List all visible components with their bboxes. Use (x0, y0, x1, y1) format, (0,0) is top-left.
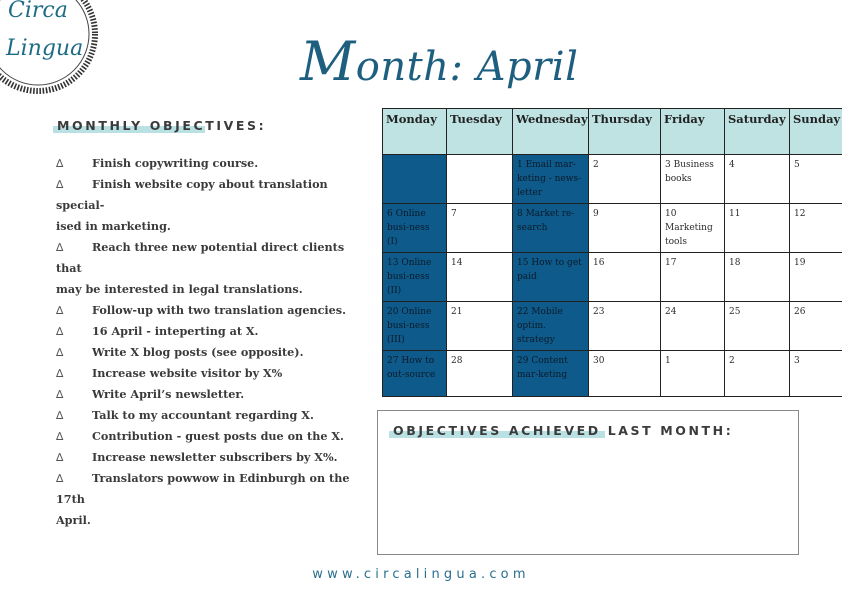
objective-continuation: April. (56, 513, 91, 527)
objectives-achieved-heading-text: OBJECTIVES ACHIEVED LAST MONTH: (393, 423, 734, 438)
calendar-day-header: Wednesday (513, 109, 589, 155)
calendar-body (383, 155, 842, 397)
triangle-bullet-icon: ∆ (56, 325, 64, 338)
day-number: 7 (451, 209, 457, 219)
calendar-day-cell[interactable] (661, 204, 725, 253)
monthly-objectives-heading-text: MONTHLY OBJECTIVES: (57, 118, 267, 133)
objective-item (56, 174, 356, 216)
day-event: How to get paid (517, 258, 582, 282)
objective-item (56, 342, 356, 363)
day-event: Market re-search (517, 209, 575, 233)
calendar-day-cell[interactable] (790, 155, 842, 204)
day-event: How to out-source (387, 356, 436, 380)
objective-item (56, 153, 356, 174)
day-number: 30 (593, 356, 605, 366)
day-number: 11 (729, 209, 741, 219)
triangle-bullet-icon: ∆ (56, 346, 64, 359)
objective-text: Talk to my accountant regarding X. (92, 408, 314, 422)
objective-item (56, 321, 356, 342)
calendar-day-cell[interactable] (383, 302, 447, 351)
day-number: 22 (517, 307, 532, 317)
calendar-day-cell[interactable] (725, 253, 790, 302)
day-number: 19 (794, 258, 806, 268)
day-number: 20 (387, 307, 402, 317)
triangle-bullet-icon: ∆ (56, 388, 64, 401)
day-number: 27 (387, 356, 402, 366)
calendar-day-cell[interactable] (790, 253, 842, 302)
objective-text: Reach three new potential direct clients that (56, 240, 345, 275)
calendar-day-cell[interactable] (725, 302, 790, 351)
day-number: 8 (517, 209, 526, 219)
day-number: 28 (451, 356, 463, 366)
day-number: 3 (794, 356, 800, 366)
calendar-day-cell[interactable] (725, 155, 790, 204)
day-event: Mobile optim. strategy (517, 307, 563, 345)
calendar-day-cell[interactable] (725, 204, 790, 253)
calendar-day-cell[interactable] (513, 155, 589, 204)
calendar-day-cell[interactable] (725, 351, 790, 397)
objective-text: Translators powwow in Edinburgh on the 17th (56, 471, 350, 506)
calendar-day-cell[interactable] (790, 302, 842, 351)
day-number: 4 (729, 160, 735, 170)
calendar-header-row (383, 109, 842, 155)
calendar-week-row (383, 155, 842, 204)
objective-item (56, 363, 356, 384)
footer-url: www.circalingua.com (312, 567, 530, 582)
calendar-week-row (383, 253, 842, 302)
day-number: 15 (517, 258, 532, 268)
calendar-day-cell[interactable] (661, 253, 725, 302)
day-number: 18 (729, 258, 741, 268)
objective-item (56, 237, 356, 279)
calendar-day-header: Saturday (725, 109, 790, 155)
objective-item (56, 384, 356, 405)
calendar-day-cell[interactable] (589, 253, 661, 302)
calendar-day-header: Tuesday (447, 109, 513, 155)
day-event: Business books (665, 160, 714, 184)
day-number: 1 (665, 356, 671, 366)
day-number: 29 (517, 356, 532, 366)
calendar-day-cell[interactable] (383, 204, 447, 253)
calendar-day-cell[interactable] (447, 302, 513, 351)
calendar-day-cell[interactable] (513, 302, 589, 351)
calendar-day-cell[interactable] (589, 351, 661, 397)
day-number: 10 (665, 209, 677, 219)
day-number: 1 (517, 160, 526, 170)
calendar-day-cell[interactable] (661, 155, 725, 204)
objective-item (56, 300, 356, 321)
monthly-objectives-heading (57, 118, 266, 133)
day-event: Online busi-ness (I) (387, 209, 430, 247)
day-number: 6 (387, 209, 396, 219)
triangle-bullet-icon: ∆ (56, 451, 64, 464)
calendar (382, 108, 842, 397)
day-number: 26 (794, 307, 806, 317)
calendar-day-cell[interactable] (383, 155, 447, 204)
calendar-week-row (383, 302, 842, 351)
objective-text: Write X blog posts (see opposite). (92, 345, 304, 359)
calendar-day-header: Monday (383, 109, 447, 155)
objective-text: Contribution - guest posts due on the X. (92, 429, 344, 443)
day-number: 16 (593, 258, 605, 268)
day-event: Online busi-ness (III) (387, 307, 432, 345)
calendar-day-cell[interactable] (383, 253, 447, 302)
triangle-bullet-icon: ∆ (56, 304, 64, 317)
title-rest: onth: April (355, 44, 579, 90)
day-number: 12 (794, 209, 806, 219)
day-number: 13 (387, 258, 402, 268)
triangle-bullet-icon: ∆ (56, 157, 64, 170)
triangle-bullet-icon: ∆ (56, 178, 64, 191)
calendar-day-header: Thursday (589, 109, 661, 155)
calendar-day-cell[interactable] (661, 351, 725, 397)
day-number: 2 (729, 356, 735, 366)
day-number: 23 (593, 307, 605, 317)
objective-continuation: ised in marketing. (56, 219, 171, 233)
day-event: Marketing tools (665, 223, 713, 247)
objective-text: Increase newsletter subscribers by X%. (92, 450, 338, 464)
calendar-day-cell[interactable] (513, 253, 589, 302)
title-initial: M (300, 30, 356, 93)
calendar-week-row (383, 204, 842, 253)
objective-text: Finish copywriting course. (92, 156, 259, 170)
calendar-day-cell[interactable] (589, 155, 661, 204)
logo-line-2: Lingua (6, 36, 84, 61)
day-event: Email mar-keting - news-letter (517, 160, 582, 198)
calendar-day-cell[interactable] (447, 204, 513, 253)
objective-item (56, 426, 356, 447)
objective-item (56, 405, 356, 426)
calendar-day-cell[interactable] (661, 302, 725, 351)
objective-continuation: may be interested in legal translations. (56, 282, 303, 296)
objective-text: 16 April - inteperting at X. (92, 324, 259, 338)
objective-text: Finish website copy about translation special- (56, 177, 328, 212)
day-number: 25 (729, 307, 741, 317)
day-number: 5 (794, 160, 800, 170)
triangle-bullet-icon: ∆ (56, 472, 64, 485)
day-number: 24 (665, 307, 677, 317)
calendar-day-cell[interactable] (447, 351, 513, 397)
calendar-day-cell[interactable] (513, 351, 589, 397)
calendar-day-cell[interactable] (447, 253, 513, 302)
objective-text: Follow-up with two translation agencies. (92, 303, 346, 317)
calendar-day-cell[interactable] (589, 204, 661, 253)
triangle-bullet-icon: ∆ (56, 430, 64, 443)
objective-item (56, 468, 356, 510)
calendar-day-header: Friday (661, 109, 725, 155)
day-number: 2 (593, 160, 599, 170)
triangle-bullet-icon: ∆ (56, 241, 64, 254)
day-event: Online busi-ness (II) (387, 258, 432, 296)
calendar-week-row (383, 351, 842, 397)
day-number: 9 (593, 209, 599, 219)
calendar-day-cell[interactable] (790, 351, 842, 397)
objective-item (56, 447, 356, 468)
day-number: 17 (665, 258, 677, 268)
triangle-bullet-icon: ∆ (56, 367, 64, 380)
day-number: 14 (451, 258, 463, 268)
calendar-day-cell[interactable] (447, 155, 513, 204)
objectives-list (56, 153, 356, 531)
calendar-day-cell[interactable] (383, 351, 447, 397)
day-number: 21 (451, 307, 463, 317)
calendar-day-cell[interactable] (790, 204, 842, 253)
objectives-achieved-heading (393, 423, 733, 438)
calendar-day-cell[interactable] (513, 204, 589, 253)
objective-text: Write April’s newsletter. (92, 387, 245, 401)
logo-line-1: Circa (8, 0, 68, 23)
day-number: 3 (665, 160, 674, 170)
day-event: Content mar-keting (517, 356, 568, 380)
triangle-bullet-icon: ∆ (56, 409, 64, 422)
calendar-day-header: Sunday (790, 109, 842, 155)
page-title (300, 30, 578, 93)
calendar-day-cell[interactable] (589, 302, 661, 351)
objective-text: Increase website visitor by X% (92, 366, 283, 380)
